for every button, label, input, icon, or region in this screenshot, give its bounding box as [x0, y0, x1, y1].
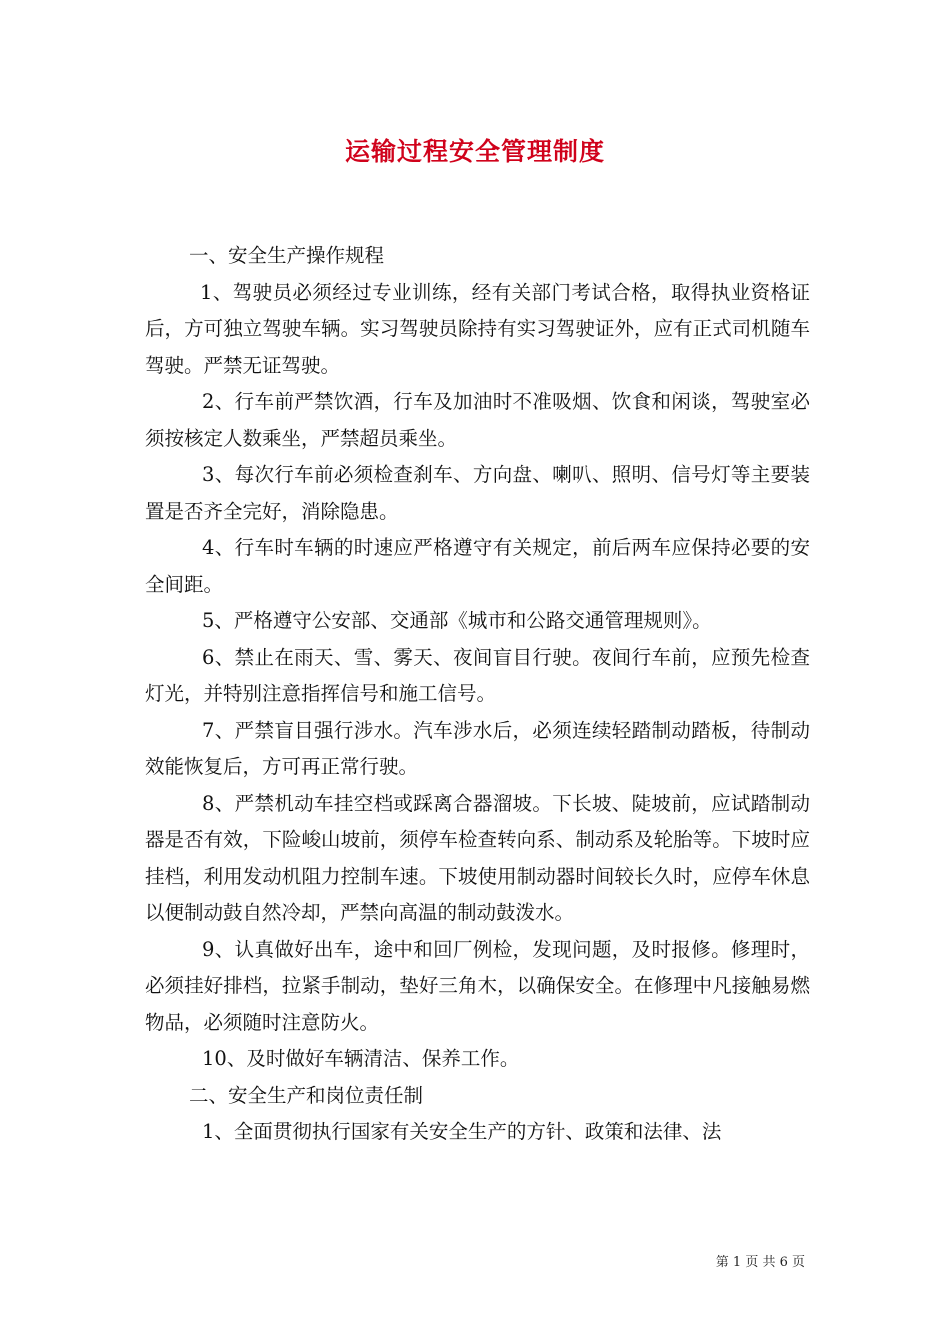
page-number-footer: 第 1 页 共 6 页	[715, 1255, 805, 1270]
document-body	[145, 238, 810, 1151]
section-heading-1: 一、安全生产操作规程	[189, 244, 385, 267]
paragraph-1-5: 5、严格遵守公安部、交通部《城市和公路交通管理规则》。	[202, 609, 712, 632]
paragraph-1-2: 2、行车前严禁饮酒，行车及加油时不准吸烟、饮食和闲谈，驾驶室必须按核定人数乘坐，严禁超员乘坐。	[145, 390, 810, 450]
paragraph-1-10: 10、及时做好车辆清洁、保养工作。	[202, 1047, 520, 1070]
document-title: 运输过程安全管理制度	[344, 137, 605, 166]
paragraph-1-9: 9、认真做好出车，途中和回厂例检，发现问题，及时报修。修理时，必须挂好排档，拉紧手制动，垫好三角木，以确保安全。在修理中凡接触易燃物品，必须随时注意防火。	[145, 937, 810, 1034]
section-heading-2: 二、安全生产和岗位责任制	[189, 1083, 424, 1107]
paragraph-2-1: 1、全面贯彻执行国家有关安全生产的方针、政策和法律、法	[202, 1120, 722, 1143]
paragraph-1-4: 4、行车时车辆的时速应严格遵守有关规定，前后两车应保持必要的安全间距。	[145, 536, 810, 596]
paragraph-1-3: 3、每次行车前必须检查刹车、方向盘、喇叭、照明、信号灯等主要装置是否齐全完好，消除隐患。	[145, 463, 810, 523]
paragraph-1-8: 8、严禁机动车挂空档或踩离合器溜坡。下长坡、陡坡前，应试踏制动器是否有效，下险峻山坡前，须停车检查转向系、制动系及轮胎等。下坡时应挂档，利用发动机阻力控制车速。下坡使用制动器时间较长久时，应停车休息以便制动鼓自然冷却，严禁向高温的制动鼓泼水。	[145, 791, 810, 924]
paragraph-1-6: 6、禁止在雨天、雪、雾天、夜间盲目行驶。夜间行车前，应预先检查灯光，并特别注意指挥信号和施工信号。	[145, 645, 810, 705]
paragraph-1-7: 7、严禁盲目强行涉水。汽车涉水后，必须连续轻踏制动踏板，待制动效能恢复后，方可再正常行驶。	[145, 718, 810, 778]
paragraph-1-1: 1、驾驶员必须经过专业训练，经有关部门考试合格，取得执业资格证后，方可独立驾驶车辆。实习驾驶员除持有实习驾驶证外，应有正式司机随车驾驶。严禁无证驾驶。	[145, 280, 810, 377]
